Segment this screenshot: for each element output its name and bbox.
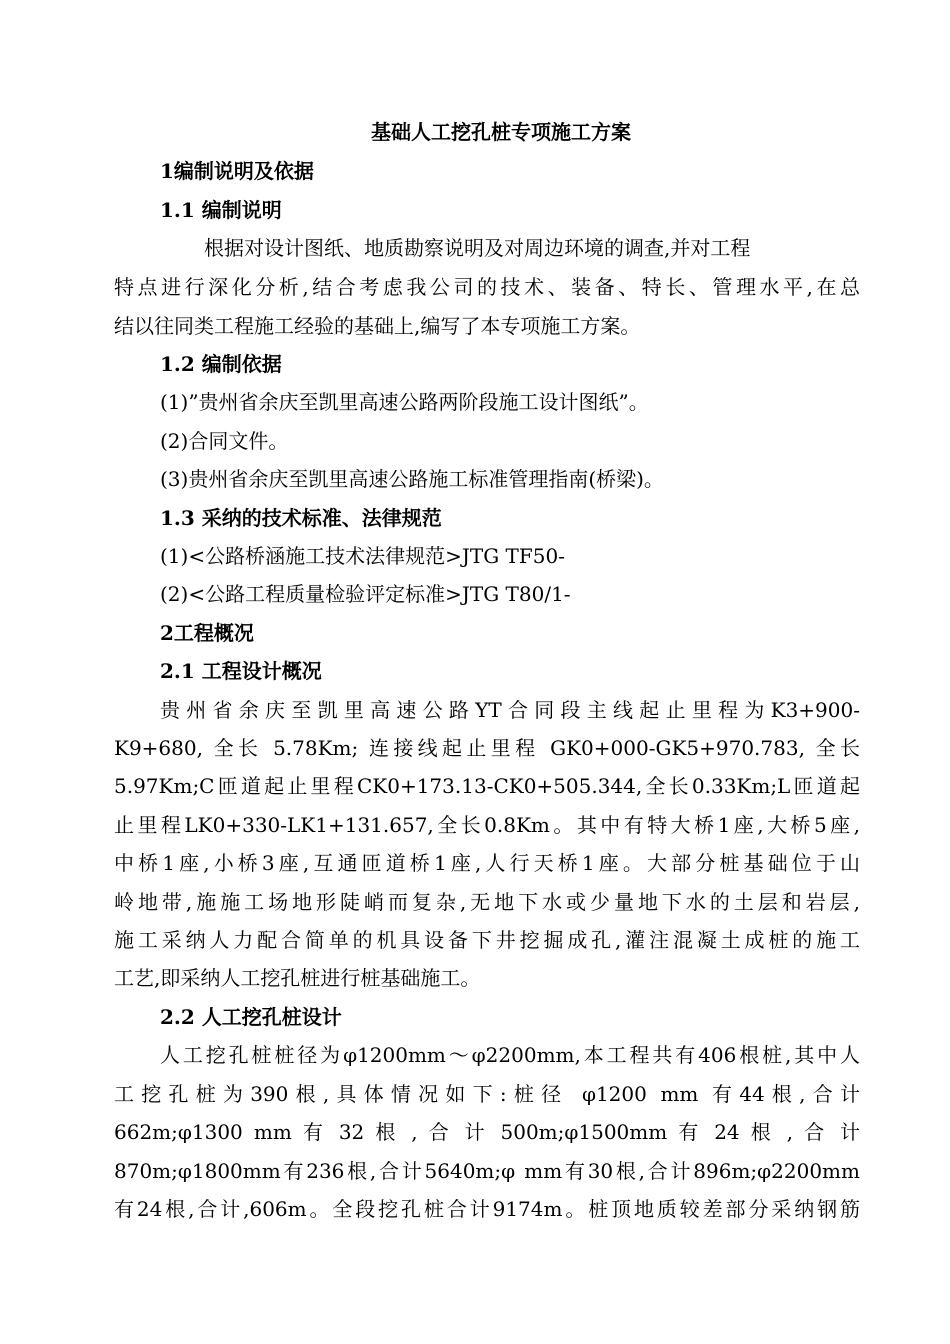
section-1-2-heading: 1.2 编制依据 [160,352,282,376]
paragraph-line: 有24根,合计,606m。全段挖孔桩合计9174m。桩顶地质较差部分采纳钢筋 [114,1197,860,1221]
section-1-1-heading: 1.1 编制说明 [160,198,282,222]
list-item: (3)贵州省余庆至凯里高速公路施工标准管理指南(桥梁)。 [160,467,664,491]
paragraph-line: 根据对设计图纸、地质勘察说明及对周边环境的调查,并对工程 [204,236,751,260]
paragraph-line: 结以往同类工程施工经验的基础上,编写了本专项施工方案。 [114,314,641,338]
paragraph-line: 贵州省余庆至凯里高速公路YT合同段主线起止里程为K3+900- [160,698,860,722]
section-2-heading: 2工程概况 [160,621,254,645]
paragraph-line: 662m;φ1300 mm 有 32 根 , 合 计 500m;φ1500mm 有 24 根 , 合 计 [114,1120,860,1144]
list-item: (2)合同文件。 [160,429,289,453]
list-item: (1)<公路桥涵施工技术法律规范>JTG TF50- [160,544,565,568]
paragraph-line: 岭地带,施施工场地形陡峭而复杂,无地下水或少量地下水的土层和岩层, [114,890,860,914]
paragraph-line: 870m;φ1800mm有236根,合计5640m;φ mm有30根,合计896m;φ2200mm [114,1159,860,1183]
paragraph-line: K9+680, 全长 5.78Km; 连接线起止里程 GK0+000-GK5+970.783, 全长 [114,736,860,760]
list-item: (2)<公路工程质量检验评定标准>JTG T80/1- [160,582,571,606]
list-item: (1)”贵州省余庆至凯里高速公路两阶段施工设计图纸”。 [160,390,649,414]
paragraph-line: 中桥1座,小桥3座,互通匝道桥1座,人行天桥1座。大部分桩基础位于山 [114,851,860,875]
paragraph-line: 施工采纳人力配合简单的机具设备下井挖掘成孔,灌注混凝土成桩的施工 [114,928,860,952]
document-title: 基础人工挖孔桩专项施工方案 [371,120,631,144]
paragraph-line: 工挖孔桩为390根,具体情况如下:桩径 φ1200 mm 有44根,合计 [114,1082,860,1106]
section-2-2-heading: 2.2 人工挖孔桩设计 [160,1005,342,1029]
section-1-heading: 1编制说明及依据 [160,159,314,183]
section-1-3-heading: 1.3 采纳的技术标准、法律规范 [160,506,442,530]
paragraph-line: 特点进行深化分析,结合考虑我公司的技术、装备、特长、管理水平,在总 [114,275,860,299]
paragraph-line: 人工挖孔桩桩径为φ1200mm～φ2200mm,本工程共有406根桩,其中人 [160,1043,860,1067]
paragraph-line: 止里程LK0+330-LK1+131.657,全长0.8Km。其中有特大桥1座,大桥5座, [114,813,860,837]
paragraph-line: 5.97Km;C匝道起止里程CK0+173.13-CK0+505.344,全长0.33Km;L匝道起 [114,774,860,798]
paragraph-line: 工艺,即采纳人工挖孔桩进行桩基础施工。 [114,966,481,990]
section-2-1-heading: 2.1 工程设计概况 [160,659,322,683]
